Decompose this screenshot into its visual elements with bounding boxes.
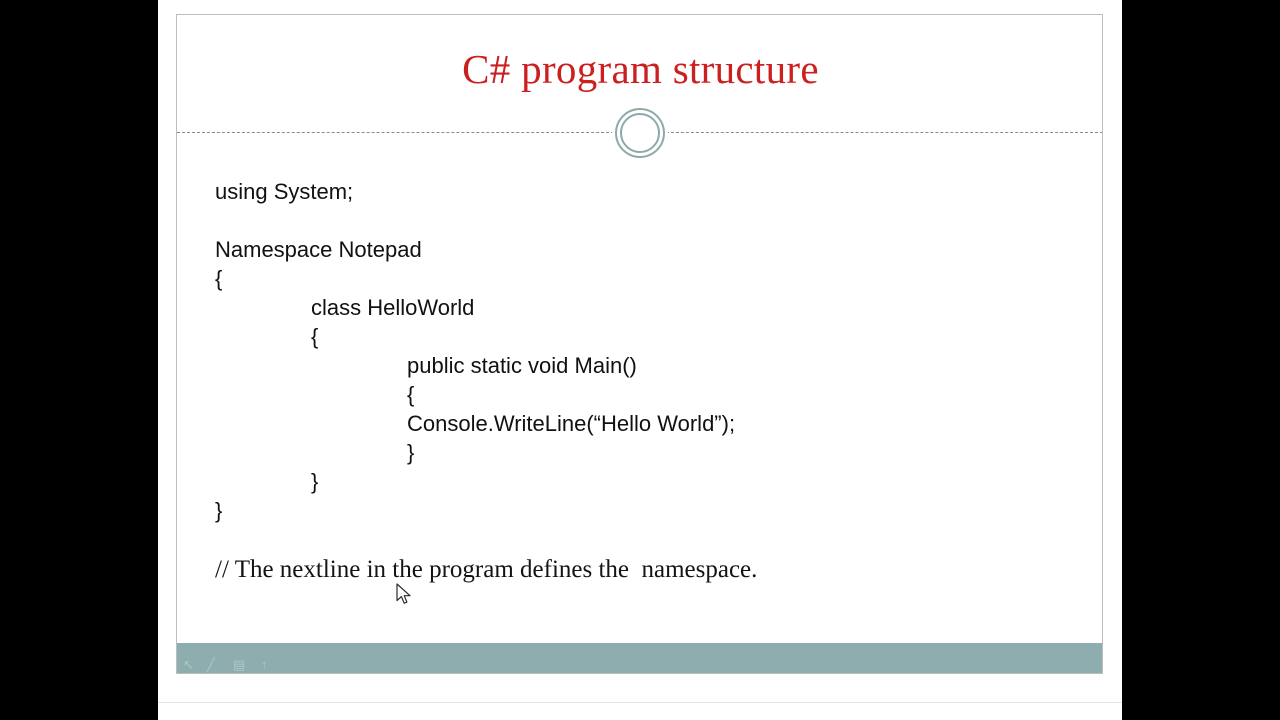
code-line: { [407, 382, 415, 407]
code-line: class HelloWorld [311, 295, 475, 320]
double-circle-ornament-icon [615, 108, 665, 158]
code-comment: // The nextline in the program defines the namespace. [215, 556, 758, 583]
code-line: { [311, 324, 319, 349]
ornament-inner-ring [620, 113, 660, 153]
code-block [215, 177, 1075, 525]
presentation-slide [176, 14, 1103, 674]
slide-accent-bar [177, 643, 1103, 673]
pointer-icon: ↖ [183, 657, 194, 672]
page-title: C# program structure [462, 46, 819, 92]
code-line: } [407, 440, 415, 465]
code-line: { [215, 266, 223, 291]
code-line-blank [215, 206, 1075, 235]
page-icon: ▤ [233, 657, 246, 672]
pin-icon: ↑ [261, 657, 268, 672]
code-line: } [311, 469, 319, 494]
code-line: } [215, 498, 223, 523]
code-line: Console.WriteLine(“Hello World”); [407, 411, 736, 436]
page-bottom-divider [158, 702, 1122, 703]
code-line: Namespace Notepad [215, 237, 422, 262]
toolbar-icon-group [181, 657, 301, 673]
code-line: using System; [215, 179, 354, 204]
letterbox-left [0, 0, 158, 720]
letterbox-right [1122, 0, 1280, 720]
pencil-icon: ╱ [207, 657, 215, 672]
code-line: public static void Main() [407, 353, 637, 378]
